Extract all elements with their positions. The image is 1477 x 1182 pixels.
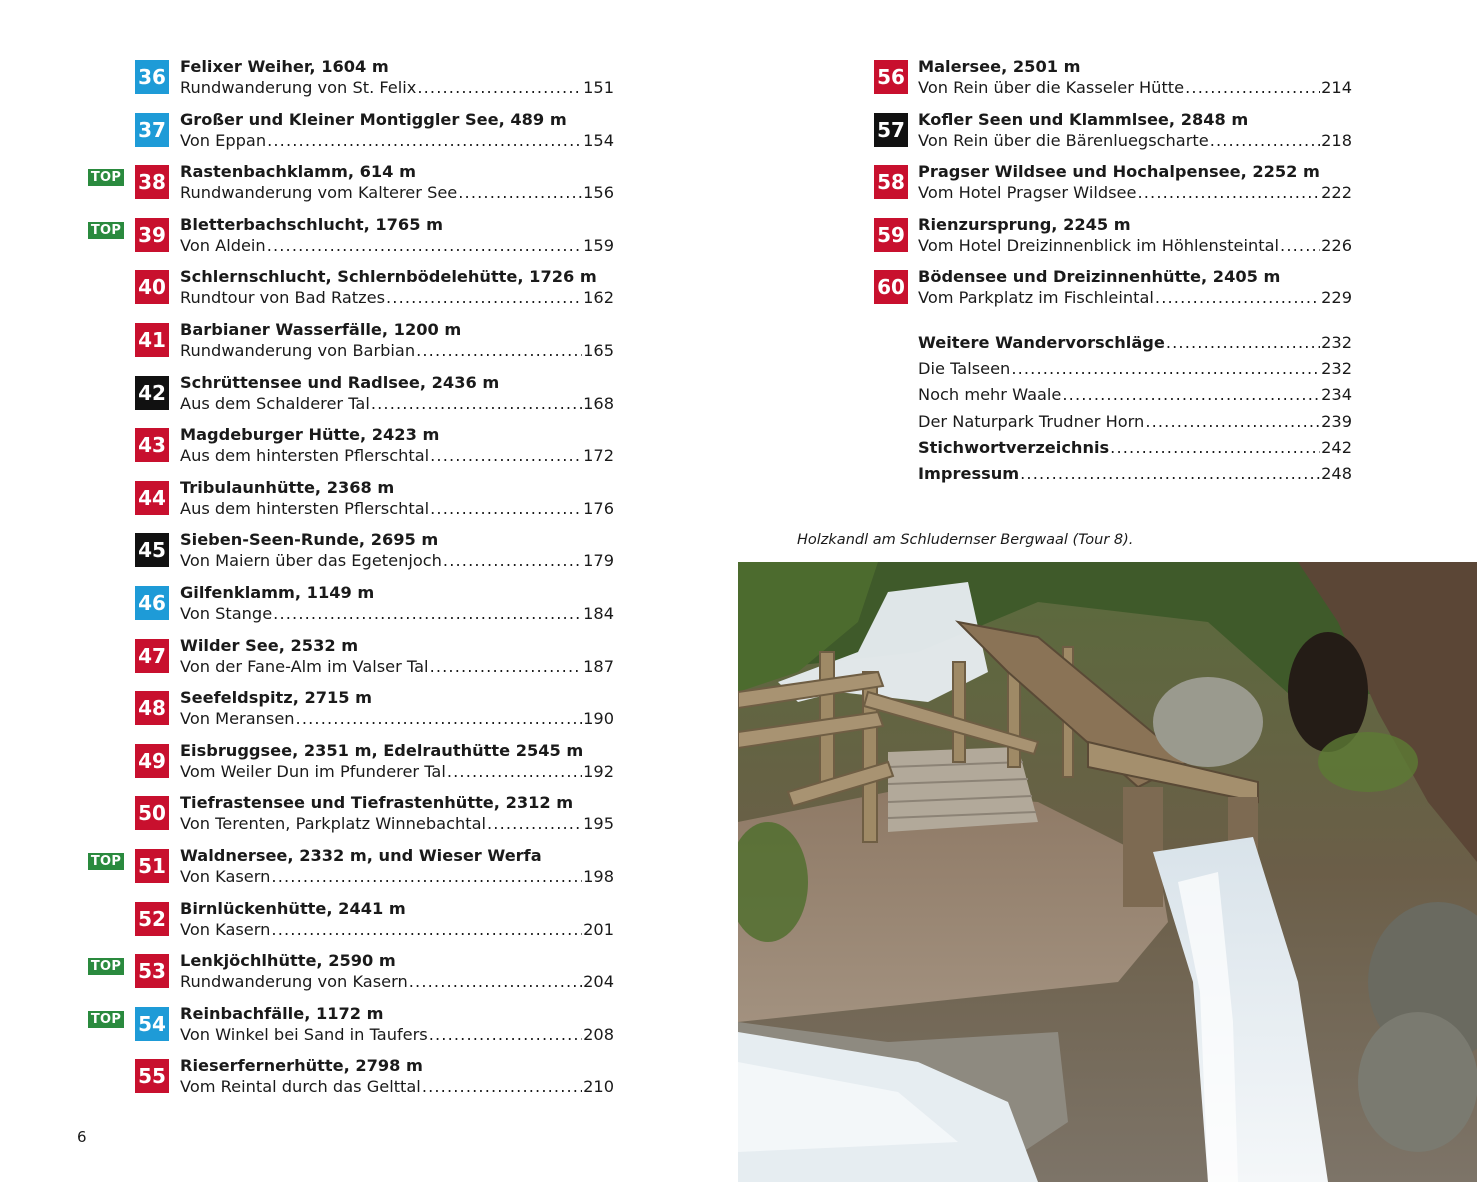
tour-start: Von der Fane-Alm im Valser Tal — [180, 656, 429, 676]
dot-leader — [1145, 409, 1320, 435]
toc-entry[interactable] — [78, 581, 618, 634]
dot-leader — [267, 235, 582, 256]
more-item-label: Die Talseen — [918, 359, 1011, 379]
dot-leader — [386, 287, 582, 308]
tour-start: Aus dem hintersten Pflerschtal — [180, 498, 430, 518]
page-ref: 208 — [583, 1024, 614, 1044]
tour-title: Bletterbachschlucht, 1765 m — [180, 214, 443, 234]
page-ref: 248 — [1321, 464, 1352, 484]
dot-leader — [1020, 461, 1320, 487]
tour-number-badge: 44 — [135, 481, 169, 515]
dot-leader — [487, 813, 582, 834]
tour-start: Aus dem hintersten Pflerschtal — [180, 446, 430, 466]
page-ref: 204 — [583, 972, 614, 992]
page-ref: 154 — [583, 130, 614, 150]
dot-leader — [430, 656, 583, 677]
dot-leader — [1155, 287, 1320, 308]
dot-leader — [429, 1024, 582, 1045]
dot-leader — [296, 708, 583, 729]
dot-leader — [1110, 435, 1320, 461]
page-ref: 165 — [583, 340, 614, 360]
tour-start: Von Aldein — [180, 235, 266, 255]
tour-start: Von Meransen — [180, 709, 295, 729]
toc-right-column — [818, 55, 1358, 318]
dot-leader — [1062, 382, 1320, 408]
page-ref: 156 — [583, 183, 614, 203]
toc-entry[interactable] — [78, 844, 618, 897]
tour-title: Barbianer Wasserfälle, 1200 m — [180, 319, 462, 339]
page-ref: 222 — [1321, 183, 1352, 203]
tour-number-badge: 41 — [135, 323, 169, 357]
more-item[interactable] — [918, 382, 1352, 408]
page-ref: 192 — [583, 761, 614, 781]
tour-title: Pragser Wildsee und Hochalpensee, 2252 m — [918, 162, 1320, 182]
photo-illustration — [738, 562, 1477, 1182]
toc-entry[interactable] — [78, 791, 618, 844]
page-ref: 159 — [583, 235, 614, 255]
page-ref: 210 — [583, 1077, 614, 1097]
tour-number-badge: 49 — [135, 744, 169, 778]
top-badge: TOP — [88, 169, 124, 186]
tour-title: Gilfenklamm, 1149 m — [180, 582, 375, 602]
tour-number-badge: 54 — [135, 1007, 169, 1041]
tour-number-badge: 43 — [135, 428, 169, 462]
tour-title: Kofler Seen und Klammlsee, 2848 m — [918, 109, 1249, 129]
dot-leader — [417, 77, 582, 98]
tour-number-badge: 40 — [135, 270, 169, 304]
page-ref: 168 — [583, 393, 614, 413]
toc-entry[interactable] — [78, 265, 618, 318]
tour-start: Rundwanderung von Kasern — [180, 972, 408, 992]
page-ref: 187 — [583, 656, 614, 676]
dot-leader — [271, 866, 582, 887]
page-ref: 190 — [583, 709, 614, 729]
tour-title: Lenkjöchlhütte, 2590 m — [180, 951, 396, 971]
toc-entry[interactable] — [78, 1002, 618, 1055]
toc-entry[interactable] — [78, 371, 618, 424]
page-ref: 162 — [583, 288, 614, 308]
toc-entry[interactable] — [78, 55, 618, 108]
tour-start: Vom Reintal durch das Gelttal — [180, 1077, 421, 1097]
tour-title: Rieserfernerhütte, 2798 m — [180, 1056, 423, 1076]
page-ref: 214 — [1321, 78, 1352, 97]
more-item[interactable] — [918, 435, 1352, 461]
page-ref: 184 — [583, 603, 614, 623]
page-ref: 229 — [1321, 288, 1352, 308]
toc-entry[interactable] — [78, 108, 618, 161]
tour-number-badge: 38 — [135, 165, 169, 199]
more-item[interactable] — [918, 330, 1352, 356]
tour-title: Magdeburger Hütte, 2423 m — [180, 425, 440, 445]
dot-leader — [267, 130, 582, 151]
tour-start: Von Rein über die Kasseler Hütte — [918, 78, 1185, 97]
more-item-label: Weitere Wandervorschläge — [918, 333, 1165, 352]
page-ref: 151 — [583, 78, 614, 97]
toc-entry[interactable] — [78, 739, 618, 792]
tour-start: Rundwanderung von Barbian — [180, 340, 416, 360]
tour-number-badge: 60 — [874, 270, 908, 304]
tour-title: Rastenbachklamm, 614 m — [180, 162, 416, 182]
page-ref: 232 — [1321, 333, 1352, 352]
page-ref: 232 — [1321, 359, 1352, 379]
toc-left-column — [78, 55, 618, 1107]
dot-leader — [1210, 130, 1320, 151]
toc-entry[interactable] — [78, 528, 618, 581]
tour-title: Schrüttensee und Radlsee, 2436 m — [180, 372, 500, 392]
photo-caption: Holzkandl am Schludernser Bergwaal (Tour 8). — [797, 532, 1134, 548]
tour-number-badge: 53 — [135, 954, 169, 988]
dot-leader — [409, 971, 582, 992]
dot-leader — [1166, 330, 1320, 356]
page-ref: 242 — [1321, 437, 1352, 457]
tour-start: Von Kasern — [180, 919, 271, 939]
toc-entry[interactable] — [818, 213, 1358, 266]
tour-title: Wilder See, 2532 m — [180, 635, 359, 655]
tour-start: Vom Parkplatz im Fischleintal — [918, 288, 1154, 308]
tour-number-badge: 46 — [135, 586, 169, 620]
dot-leader — [1137, 182, 1320, 203]
tour-number-badge: 55 — [135, 1059, 169, 1093]
tour-title: Eisbruggsee, 2351 m, Edelrauthütte 2545 m — [180, 740, 584, 760]
dot-leader — [443, 550, 582, 571]
dot-leader — [371, 393, 582, 414]
dot-leader — [422, 1076, 582, 1097]
tour-number-badge: 47 — [135, 639, 169, 673]
page-ref: 176 — [583, 498, 614, 518]
dot-leader — [416, 340, 582, 361]
tour-number-badge: 51 — [135, 849, 169, 883]
toc-entry[interactable] — [78, 213, 618, 266]
tour-start: Von Rein über die Bärenluegscharte — [918, 130, 1209, 150]
tour-number-badge: 56 — [874, 60, 908, 94]
tour-title: Seefeldspitz, 2715 m — [180, 688, 373, 708]
more-item[interactable] — [918, 356, 1352, 382]
dot-leader — [273, 603, 582, 624]
toc-entry[interactable] — [818, 108, 1358, 161]
tour-title: Rienzursprung, 2245 m — [918, 214, 1131, 234]
tour-number-badge: 42 — [135, 376, 169, 410]
page-ref: 218 — [1321, 130, 1352, 150]
dot-leader — [458, 182, 582, 203]
toc-entry[interactable] — [78, 634, 618, 687]
top-badge: TOP — [88, 222, 124, 239]
tour-title: Tiefrastensee und Tiefrastenhütte, 2312 m — [180, 793, 574, 813]
tour-number-badge: 52 — [135, 902, 169, 936]
tour-title: Felixer Weiher, 1604 m — [180, 57, 389, 76]
tour-start: Von Winkel bei Sand in Taufers — [180, 1024, 428, 1044]
page-ref: 172 — [583, 446, 614, 466]
toc-entry[interactable] — [78, 1054, 618, 1107]
tour-title: Sieben-Seen-Runde, 2695 m — [180, 530, 439, 550]
tour-start: Vom Hotel Dreizinnenblick im Höhlensteintal — [918, 235, 1280, 255]
dot-leader — [1280, 235, 1320, 256]
tour-start: Rundwanderung von St. Felix — [180, 78, 417, 97]
page-ref: 201 — [583, 919, 614, 939]
top-badge: TOP — [88, 853, 124, 870]
page-number: 6 — [77, 1128, 87, 1146]
dot-leader — [447, 761, 582, 782]
dot-leader — [430, 445, 582, 466]
page-ref: 198 — [583, 866, 614, 886]
dot-leader — [1011, 356, 1320, 382]
more-sections-list — [918, 330, 1352, 487]
tour-number-badge: 36 — [135, 60, 169, 94]
tour-start: Von Stange — [180, 603, 273, 623]
tour-start: Rundtour von Bad Ratzes — [180, 288, 386, 308]
tour-title: Großer und Kleiner Montiggler See, 489 m — [180, 109, 567, 129]
dot-leader — [271, 919, 582, 940]
tour-number-badge: 50 — [135, 796, 169, 830]
page-ref: 239 — [1321, 411, 1352, 431]
tour-start: Aus dem Schalderer Tal — [180, 393, 370, 413]
toc-entry[interactable] — [78, 476, 618, 529]
tour-number-badge: 57 — [874, 113, 908, 147]
more-item-label: Der Naturpark Trudner Horn — [918, 411, 1145, 431]
page-ref: 179 — [583, 551, 614, 571]
toc-entry[interactable] — [78, 949, 618, 1002]
tour-start: Von Eppan — [180, 130, 267, 150]
tour-start: Von Maiern über das Egetenjoch — [180, 551, 442, 571]
tour-number-badge: 37 — [135, 113, 169, 147]
tour-start: Rundwanderung vom Kalterer See — [180, 183, 458, 203]
toc-entry[interactable] — [818, 265, 1358, 318]
tour-title: Waldnersee, 2332 m, und Wieser Werfa — [180, 845, 542, 865]
toc-entry[interactable] — [78, 897, 618, 950]
top-badge: TOP — [88, 1011, 124, 1028]
tour-title: Reinbachfälle, 1172 m — [180, 1003, 384, 1023]
dot-leader — [1185, 77, 1320, 98]
more-item-label: Impressum — [918, 464, 1020, 484]
more-item[interactable] — [918, 409, 1352, 435]
tour-title: Schlernschlucht, Schlernbödelehütte, 1726 m — [180, 267, 597, 287]
tour-number-badge: 48 — [135, 691, 169, 725]
page-ref: 226 — [1321, 235, 1352, 255]
photo-waterfall-channel — [738, 562, 1477, 1182]
tour-start: Von Terenten, Parkplatz Winnebachtal — [180, 814, 487, 834]
more-item-label: Noch mehr Waale — [918, 385, 1062, 405]
toc-entry[interactable] — [78, 686, 618, 739]
toc-entry[interactable] — [78, 423, 618, 476]
toc-entry[interactable] — [818, 55, 1358, 108]
tour-number-badge: 39 — [135, 218, 169, 252]
tour-number-badge: 59 — [874, 218, 908, 252]
tour-start: Vom Hotel Pragser Wildsee — [918, 183, 1137, 203]
tour-title: Birnlückenhütte, 2441 m — [180, 898, 406, 918]
tour-number-badge: 45 — [135, 533, 169, 567]
tour-title: Bödensee und Dreizinnenhütte, 2405 m — [918, 267, 1281, 287]
tour-title: Tribulaunhütte, 2368 m — [180, 477, 395, 497]
toc-entry[interactable] — [818, 160, 1358, 213]
tour-start: Von Kasern — [180, 866, 271, 886]
page-ref: 234 — [1321, 385, 1352, 405]
top-badge: TOP — [88, 958, 124, 975]
toc-entry[interactable] — [78, 160, 618, 213]
more-item[interactable] — [918, 461, 1352, 487]
tour-number-badge: 58 — [874, 165, 908, 199]
more-item-label: Stichwortverzeichnis — [918, 437, 1110, 457]
dot-leader — [430, 498, 582, 519]
tour-start: Vom Weiler Dun im Pfunderer Tal — [180, 761, 446, 781]
toc-entry[interactable] — [78, 318, 618, 371]
tour-title: Malersee, 2501 m — [918, 57, 1081, 76]
page-ref: 195 — [583, 814, 614, 834]
